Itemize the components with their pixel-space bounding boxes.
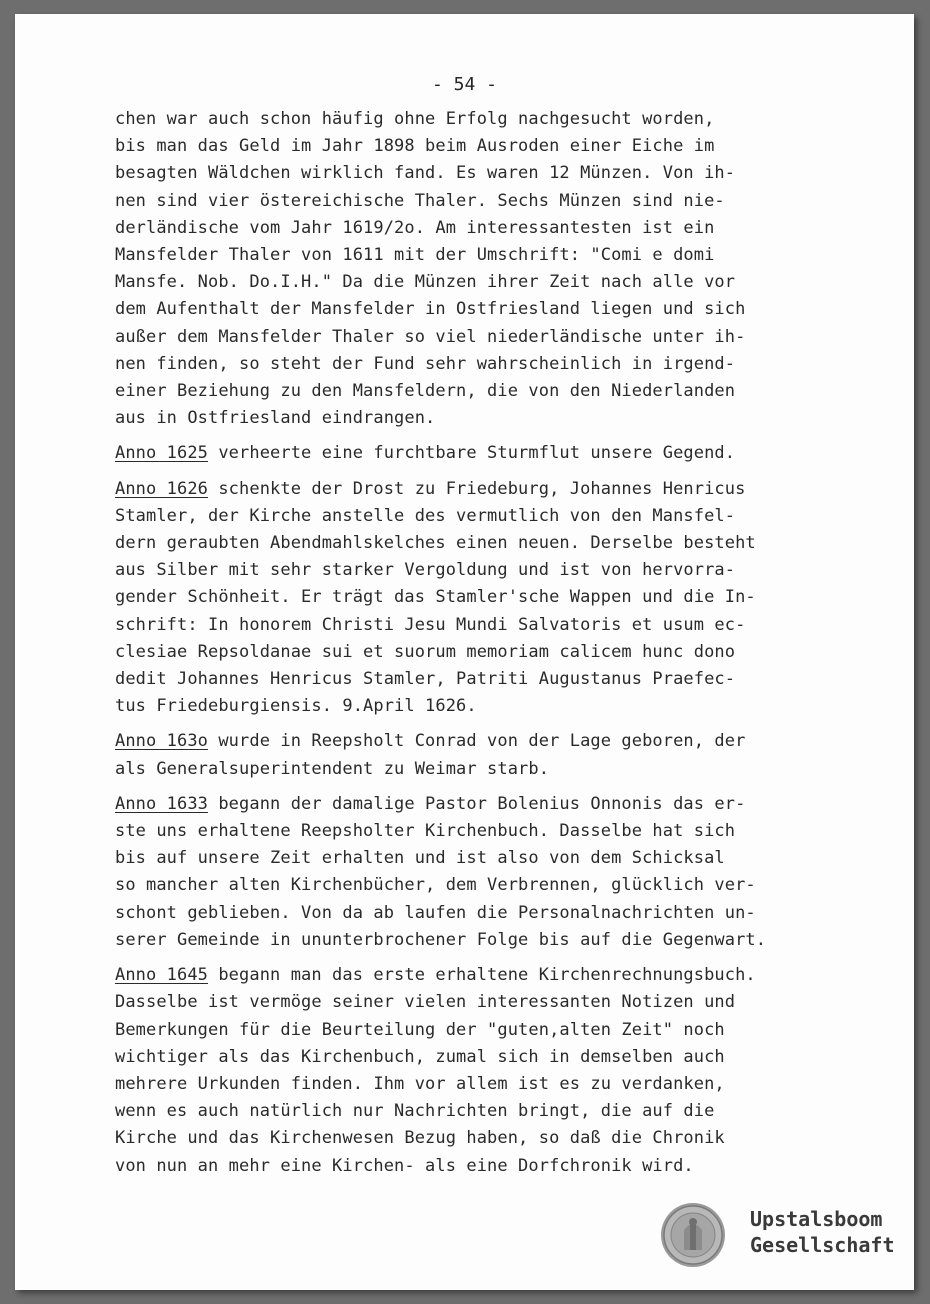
line-text: schenkte der Drost zu Friedeburg, Johannes Henricus <box>208 478 746 499</box>
line-text: clesiae Repsoldanae sui et suorum memoriam calicem hunc dono <box>115 641 736 662</box>
text-line <box>115 160 815 187</box>
text-line <box>115 728 815 755</box>
line-text: aus in Ostfriesland eindrangen. <box>115 408 436 429</box>
line-text: schont geblieben. Von da ab laufen die Personalnachrichten un- <box>115 902 756 923</box>
line-text: serer Gemeinde in ununterbrochener Folge bis auf die Gegenwart. <box>115 929 767 950</box>
line-text: dern geraubten Abendmahlskelches einen neuen. Derselbe besteht <box>115 533 756 554</box>
logo-line-2: Gesellschaft <box>750 1233 895 1257</box>
text-line <box>115 215 815 242</box>
line-text: bis auf unsere Zeit erhalten und ist also von dem Schicksal <box>115 848 725 869</box>
line-text: Stamler, der Kirche anstelle des vermutlich von den Mansfel- <box>115 505 736 526</box>
line-text: Bemerkungen für die Beurteilung der "guten,alten Zeit" noch <box>115 1019 725 1040</box>
text-line <box>115 756 815 783</box>
line-text: gender Schönheit. Er trägt das Stamler'sche Wappen und die In- <box>115 587 756 608</box>
line-text: einer Beziehung zu den Mansfeldern, die von den Niederlanden <box>115 381 736 402</box>
seal-icon <box>660 1202 726 1268</box>
text-line <box>115 324 815 351</box>
text-line <box>115 666 815 693</box>
text-line <box>115 791 815 818</box>
line-text: dem Aufenthalt der Mansfelder in Ostfriesland liegen und sich <box>115 299 746 320</box>
text-line <box>115 1044 815 1071</box>
text-line <box>115 405 815 432</box>
text-line <box>115 900 815 927</box>
line-text: ste uns erhaltene Reepsholter Kirchenbuch. Dasselbe hat sich <box>115 821 736 842</box>
line-text: wurde in Reepsholt Conrad von der Lage geboren, der <box>208 731 746 752</box>
line-text: so mancher alten Kirchenbücher, dem Verbrennen, glücklich ver- <box>115 875 756 896</box>
line-text: Mansfelder Thaler von 1611 mit der Umschrift: "Comi e domi <box>115 245 715 266</box>
year-heading: Anno 1633 <box>115 793 209 814</box>
text-line <box>115 1125 815 1152</box>
line-text: Mansfe. Nob. Do.I.H." Da die Münzen ihrer Zeit nach alle vor <box>115 272 736 293</box>
line-text: bis man das Geld im Jahr 1898 beim Ausroden einer Eiche im <box>115 136 715 157</box>
text-line <box>115 1017 815 1044</box>
line-text: begann der damalige Pastor Bolenius Onnonis das er- <box>208 793 746 814</box>
text-line <box>115 242 815 269</box>
paragraph <box>115 728 815 782</box>
text-line <box>115 693 815 720</box>
text-line <box>115 351 815 378</box>
year-heading: Anno 163o <box>115 731 209 752</box>
text-line <box>115 927 815 954</box>
text-line <box>115 1098 815 1125</box>
logo-line-1: Upstalsboom <box>750 1207 883 1231</box>
line-text: wichtiger als das Kirchenbuch, zumal sich in demselben auch <box>115 1046 725 1067</box>
text-line <box>115 188 815 215</box>
text-line <box>115 530 815 557</box>
line-text: verheerte eine furchtbare Sturmflut unsere Gegend. <box>208 443 736 464</box>
text-line <box>115 612 815 639</box>
page-number: - 54 - <box>431 74 498 95</box>
year-heading: Anno 1626 <box>115 478 209 499</box>
text-line <box>115 269 815 296</box>
text-line <box>115 133 815 160</box>
line-text: Dasselbe ist vermöge seiner vielen interessanten Notizen und <box>115 992 736 1013</box>
text-line <box>115 845 815 872</box>
text-line <box>115 1071 815 1098</box>
line-text: nen finden, so steht der Fund sehr wahrscheinlich in irgend- <box>115 353 736 374</box>
line-text: von nun an mehr eine Kirchen- als eine Dorfchronik wird. <box>115 1155 694 1176</box>
line-text: außer dem Mansfelder Thaler so viel niederländische unter ih- <box>115 326 746 347</box>
paragraph <box>115 476 815 721</box>
line-text: derländische vom Jahr 1619/2o. Am interessantesten ist ein <box>115 217 715 238</box>
line-text: schrift: In honorem Christi Jesu Mundi Salvatoris et usum ec- <box>115 614 746 635</box>
upstalsboom-logo <box>660 1202 910 1272</box>
text-line <box>115 989 815 1016</box>
line-text: Kirche und das Kirchenwesen Bezug haben, so daß die Chronik <box>115 1128 725 1149</box>
paragraph <box>115 791 815 954</box>
text-line <box>115 639 815 666</box>
text-line <box>115 106 815 133</box>
line-text: dedit Johannes Henricus Stamler, Patriti Augustanus Praefec- <box>115 669 736 690</box>
line-text: wenn es auch natürlich nur Nachrichten bringt, die auf die <box>115 1101 715 1122</box>
text-line <box>115 818 815 845</box>
line-text: begann man das erste erhaltene Kirchenrechnungsbuch. <box>208 965 756 986</box>
text-line <box>115 440 815 467</box>
text-line <box>115 872 815 899</box>
text-line <box>115 962 815 989</box>
paragraph <box>115 106 815 432</box>
paragraph <box>115 440 815 467</box>
line-text: mehrere Urkunden finden. Ihm vor allem ist es zu verdanken, <box>115 1073 725 1094</box>
line-text: aus Silber mit sehr starker Vergoldung und ist von hervorra- <box>115 560 736 581</box>
document-page <box>15 14 914 1290</box>
text-line <box>115 557 815 584</box>
line-text: als Generalsuperintendent zu Weimar starb. <box>115 758 550 779</box>
year-heading: Anno 1645 <box>115 965 209 986</box>
text-line <box>115 476 815 503</box>
year-heading: Anno 1625 <box>115 443 209 464</box>
document-body <box>115 106 815 1188</box>
line-text: chen war auch schon häufig ohne Erfolg nachgesucht worden, <box>115 109 715 129</box>
text-line <box>115 378 815 405</box>
line-text: tus Friedeburgiensis. 9.April 1626. <box>115 696 477 717</box>
line-text: nen sind vier östereichische Thaler. Sechs Münzen sind nie- <box>115 190 725 211</box>
text-line <box>115 584 815 611</box>
text-line <box>115 503 815 530</box>
paragraph <box>115 962 815 1180</box>
text-line <box>115 296 815 323</box>
line-text: besagten Wäldchen wirklich fand. Es waren 12 Münzen. Von ih- <box>115 163 736 184</box>
text-line <box>115 1153 815 1180</box>
